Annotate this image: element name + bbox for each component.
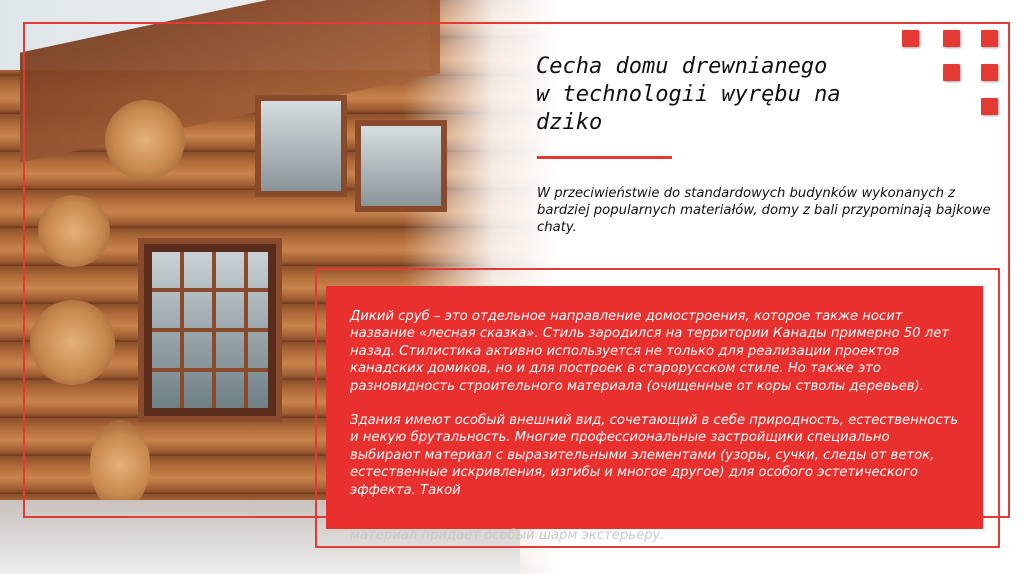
body-paragraph-2: Здания имеют особый внешний вид, сочетающий в себе природность, естественность и некую брутальность. Многие профессиональные застройщики специально выбирают материал с выразительными элементами (узоры, сучки, следы от веток, естественные искривления, изгибы и многое другое) для особого эстетического эффекта. Такой bbox=[350, 413, 959, 498]
log-end bbox=[30, 300, 115, 385]
body-paragraph-1: Дикий сруб – это отдельное направление домостроения, которое также носит название «лесная сказка». Стиль зародился на территории Канады примерно 50 лет назад. Стилистика активно используется не только для реализации проектов канадских домиков, но и для построек в старорусском стиле. Но также это разновидность строительного материала (очищенные от коры стволы деревьев). bbox=[350, 309, 949, 394]
log-end bbox=[90, 420, 150, 510]
deco-square bbox=[902, 30, 919, 47]
slide-title: Cecha domu drewnianego w technologii wyrębu na dziko bbox=[536, 54, 841, 135]
log-end bbox=[38, 195, 110, 267]
deco-square bbox=[981, 98, 998, 115]
deco-square bbox=[981, 30, 998, 47]
deco-square bbox=[943, 64, 960, 81]
deco-square bbox=[943, 30, 960, 47]
deco-square bbox=[981, 64, 998, 81]
body-overflow-text: материал придает особый шарм экстерьеру. bbox=[350, 528, 665, 543]
log-end bbox=[105, 100, 185, 180]
text-panel bbox=[326, 286, 983, 529]
cabin-main-window bbox=[138, 238, 282, 422]
title-underline bbox=[537, 156, 672, 159]
cabin-upper-window bbox=[255, 95, 347, 197]
slide-description: W przeciwieństwie do standardowych budynków wykonanych z bardziej popularnych materiałów, domy z bali przypominają bajkowe chaty. bbox=[537, 186, 991, 235]
cabin-gable-window bbox=[355, 120, 447, 212]
